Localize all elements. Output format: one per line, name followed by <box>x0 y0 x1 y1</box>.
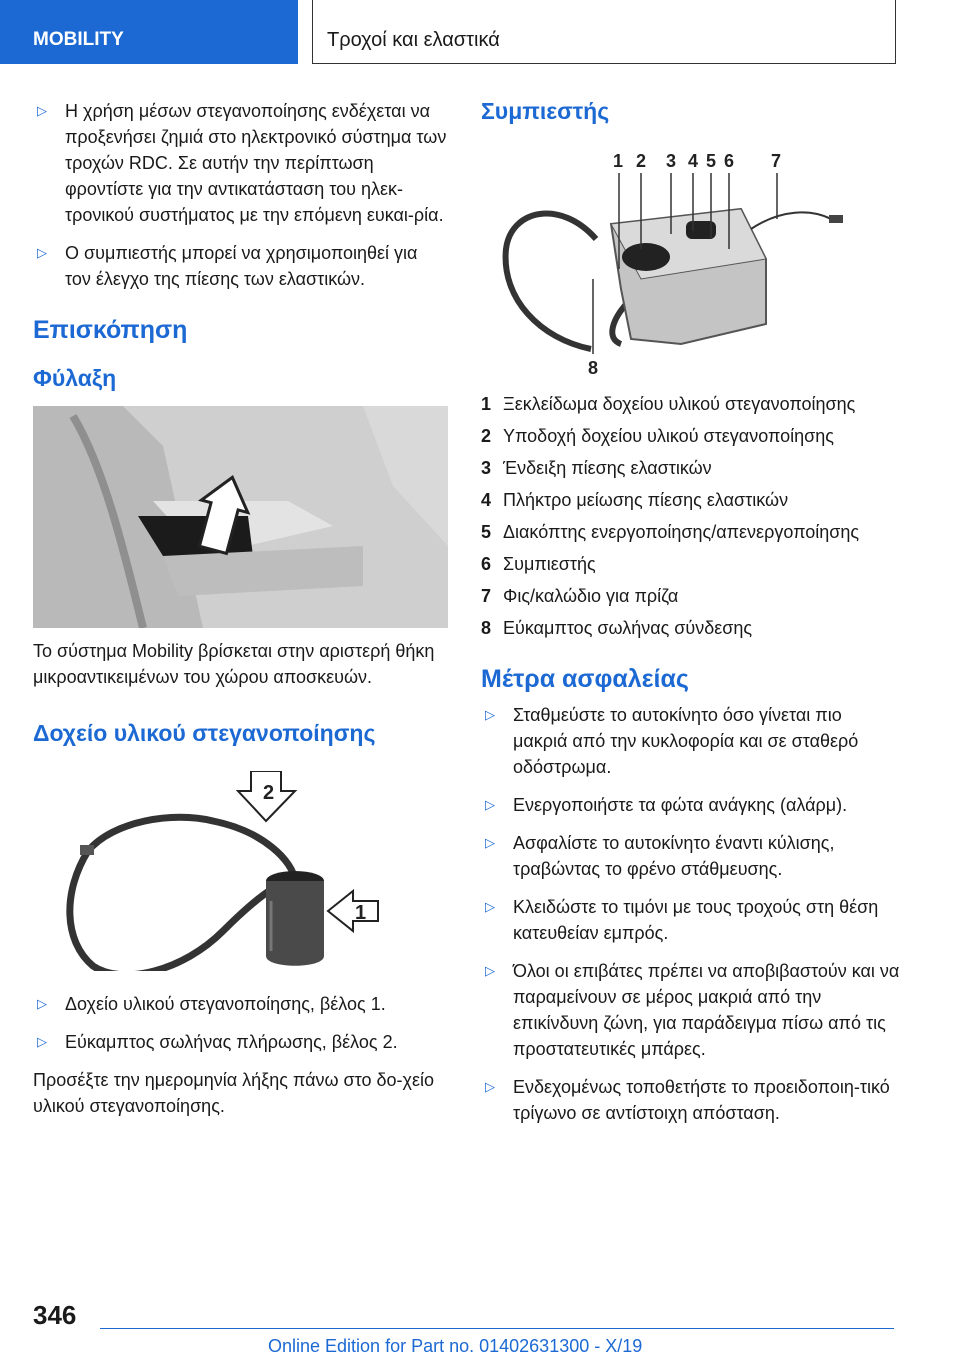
triangle-right-icon: ▷ <box>485 707 495 722</box>
triangle-right-icon: ▷ <box>485 899 495 914</box>
footer-divider <box>100 1328 894 1329</box>
svg-text:2: 2 <box>636 151 647 171</box>
section-tab: MOBILITY <box>0 0 298 64</box>
svg-text:7: 7 <box>771 151 782 171</box>
page-number: 346 <box>33 1300 77 1330</box>
storage-text: Το σύστημα Mobility βρίσκεται στην αριστερή θήκη μικροαντικειμένων του χώρου αποσκευών. <box>33 641 435 687</box>
triangle-right-icon: ▷ <box>485 1079 495 1094</box>
list-item: ▷ Σταθμεύστε το αυτοκίνητο όσο γίνεται πιο μακριά από την κυκλοφορία και σε σταθερό οδόστρωμα. <box>481 702 901 780</box>
list-item: 6 Συμπιεστής <box>481 554 596 574</box>
list-item: ▷ Ενδεχομένως τοποθετήστε το προειδοποιη‐τικό τρίγωνο σε αντίστοιχη απόσταση. <box>481 1074 901 1126</box>
overview-heading: Επισκόπηση <box>33 316 188 344</box>
list-item: 1 Ξεκλείδωμα δοχείου υλικού στεγανοποίησης <box>481 394 856 414</box>
triangle-right-icon: ▷ <box>37 1034 47 1049</box>
list-item: ▷ Ασφαλίστε το αυτοκίνητο έναντι κύλισης, τραβώντας το φρένο στάθμευσης. <box>481 830 901 882</box>
left-column <box>33 98 448 1119</box>
svg-text:4: 4 <box>688 151 699 171</box>
svg-text:8: 8 <box>588 358 599 378</box>
storage-heading: Φύλαξη <box>33 365 117 391</box>
list-item: 5 Διακόπτης ενεργοποίησης/απενεργοποίησης <box>481 522 860 542</box>
list-item: ▷ Ο συμπιεστής μπορεί να χρησιμοποιηθεί για τον έλεγχο της πίεσης των ελαστικών. <box>33 240 448 292</box>
safety-heading: Μέτρα ασφαλείας <box>481 665 689 693</box>
list-item: 3 Ένδειξη πίεσης ελαστικών <box>481 458 712 478</box>
list-item: ▷ Ενεργοποιήστε τα φώτα ανάγκης (αλάρμ). <box>481 792 901 818</box>
list-item: 2 Υποδοχή δοχείου υλικού στεγανοποίησης <box>481 426 834 446</box>
callout-1: 1 <box>355 902 367 924</box>
triangle-right-icon: ▷ <box>485 797 495 812</box>
compressor-figure <box>481 139 901 379</box>
chapter-title: Τροχοί και ελαστικά <box>312 0 896 64</box>
list-item: 8 Εύκαμπτος σωλήνας σύνδεσης <box>481 618 753 638</box>
list-item: ▷ Η χρήση μέσων στεγανοποίησης ενδέχεται να προξενήσει ζημιά στο ηλεκτρονικό σύστημα των τροχών RDC. Σε αυτήν την περίπτωση φροντίστε για την αντικατάσταση του ηλεκ‐τρονικού συστήματος με την επόμενη ευκαι‐ρία. <box>33 98 448 228</box>
list-item: 7 Φις/καλώδιο για πρίζα <box>481 586 679 606</box>
svg-text:6: 6 <box>724 151 735 171</box>
triangle-right-icon: ▷ <box>37 996 47 1011</box>
legend-list <box>481 391 901 641</box>
triangle-right-icon: ▷ <box>485 963 495 978</box>
list-item: ▷ Όλοι οι επιβάτες πρέπει να αποβιβαστούν και να παραμείνουν σε μέρος μακριά από την επικίνδυνη ζώνη, για παράδειγμα πίσω από τις προστατευτικές μπάρες. <box>481 958 901 1062</box>
container-note: Προσέξτε την ημερομηνία λήξης πάνω στο δο‐χείο υλικού στεγανοποίησης. <box>33 1070 435 1116</box>
svg-text:5: 5 <box>706 151 717 171</box>
triangle-right-icon: ▷ <box>37 103 47 118</box>
triangle-right-icon: ▷ <box>37 245 47 260</box>
list-item: ▷ Κλειδώστε το τιμόνι με τους τροχούς στη θέση κατευθείαν εμπρός. <box>481 894 901 946</box>
list-item: 4 Πλήκτρο μείωσης πίεσης ελαστικών <box>481 490 789 510</box>
container-heading: Δοχείο υλικού στεγανοποίησης <box>33 720 376 746</box>
svg-text:3: 3 <box>666 151 677 171</box>
right-column <box>481 98 901 1138</box>
svg-text:1: 1 <box>613 151 624 171</box>
triangle-right-icon: ▷ <box>485 835 495 850</box>
list-item: ▷ Δοχείο υλικού στεγανοποίησης, βέλος 1. <box>33 991 448 1017</box>
callout-2: 2 <box>263 782 275 804</box>
compressor-heading: Συμπιεστής <box>481 98 610 124</box>
sealant-container-figure <box>33 771 448 971</box>
footer-edition[interactable]: Online Edition for Part no. 01402631300 - X/19 <box>268 1336 643 1356</box>
storage-photo <box>33 406 448 628</box>
list-item: ▷ Εύκαμπτος σωλήνας πλήρωσης, βέλος 2. <box>33 1029 448 1055</box>
